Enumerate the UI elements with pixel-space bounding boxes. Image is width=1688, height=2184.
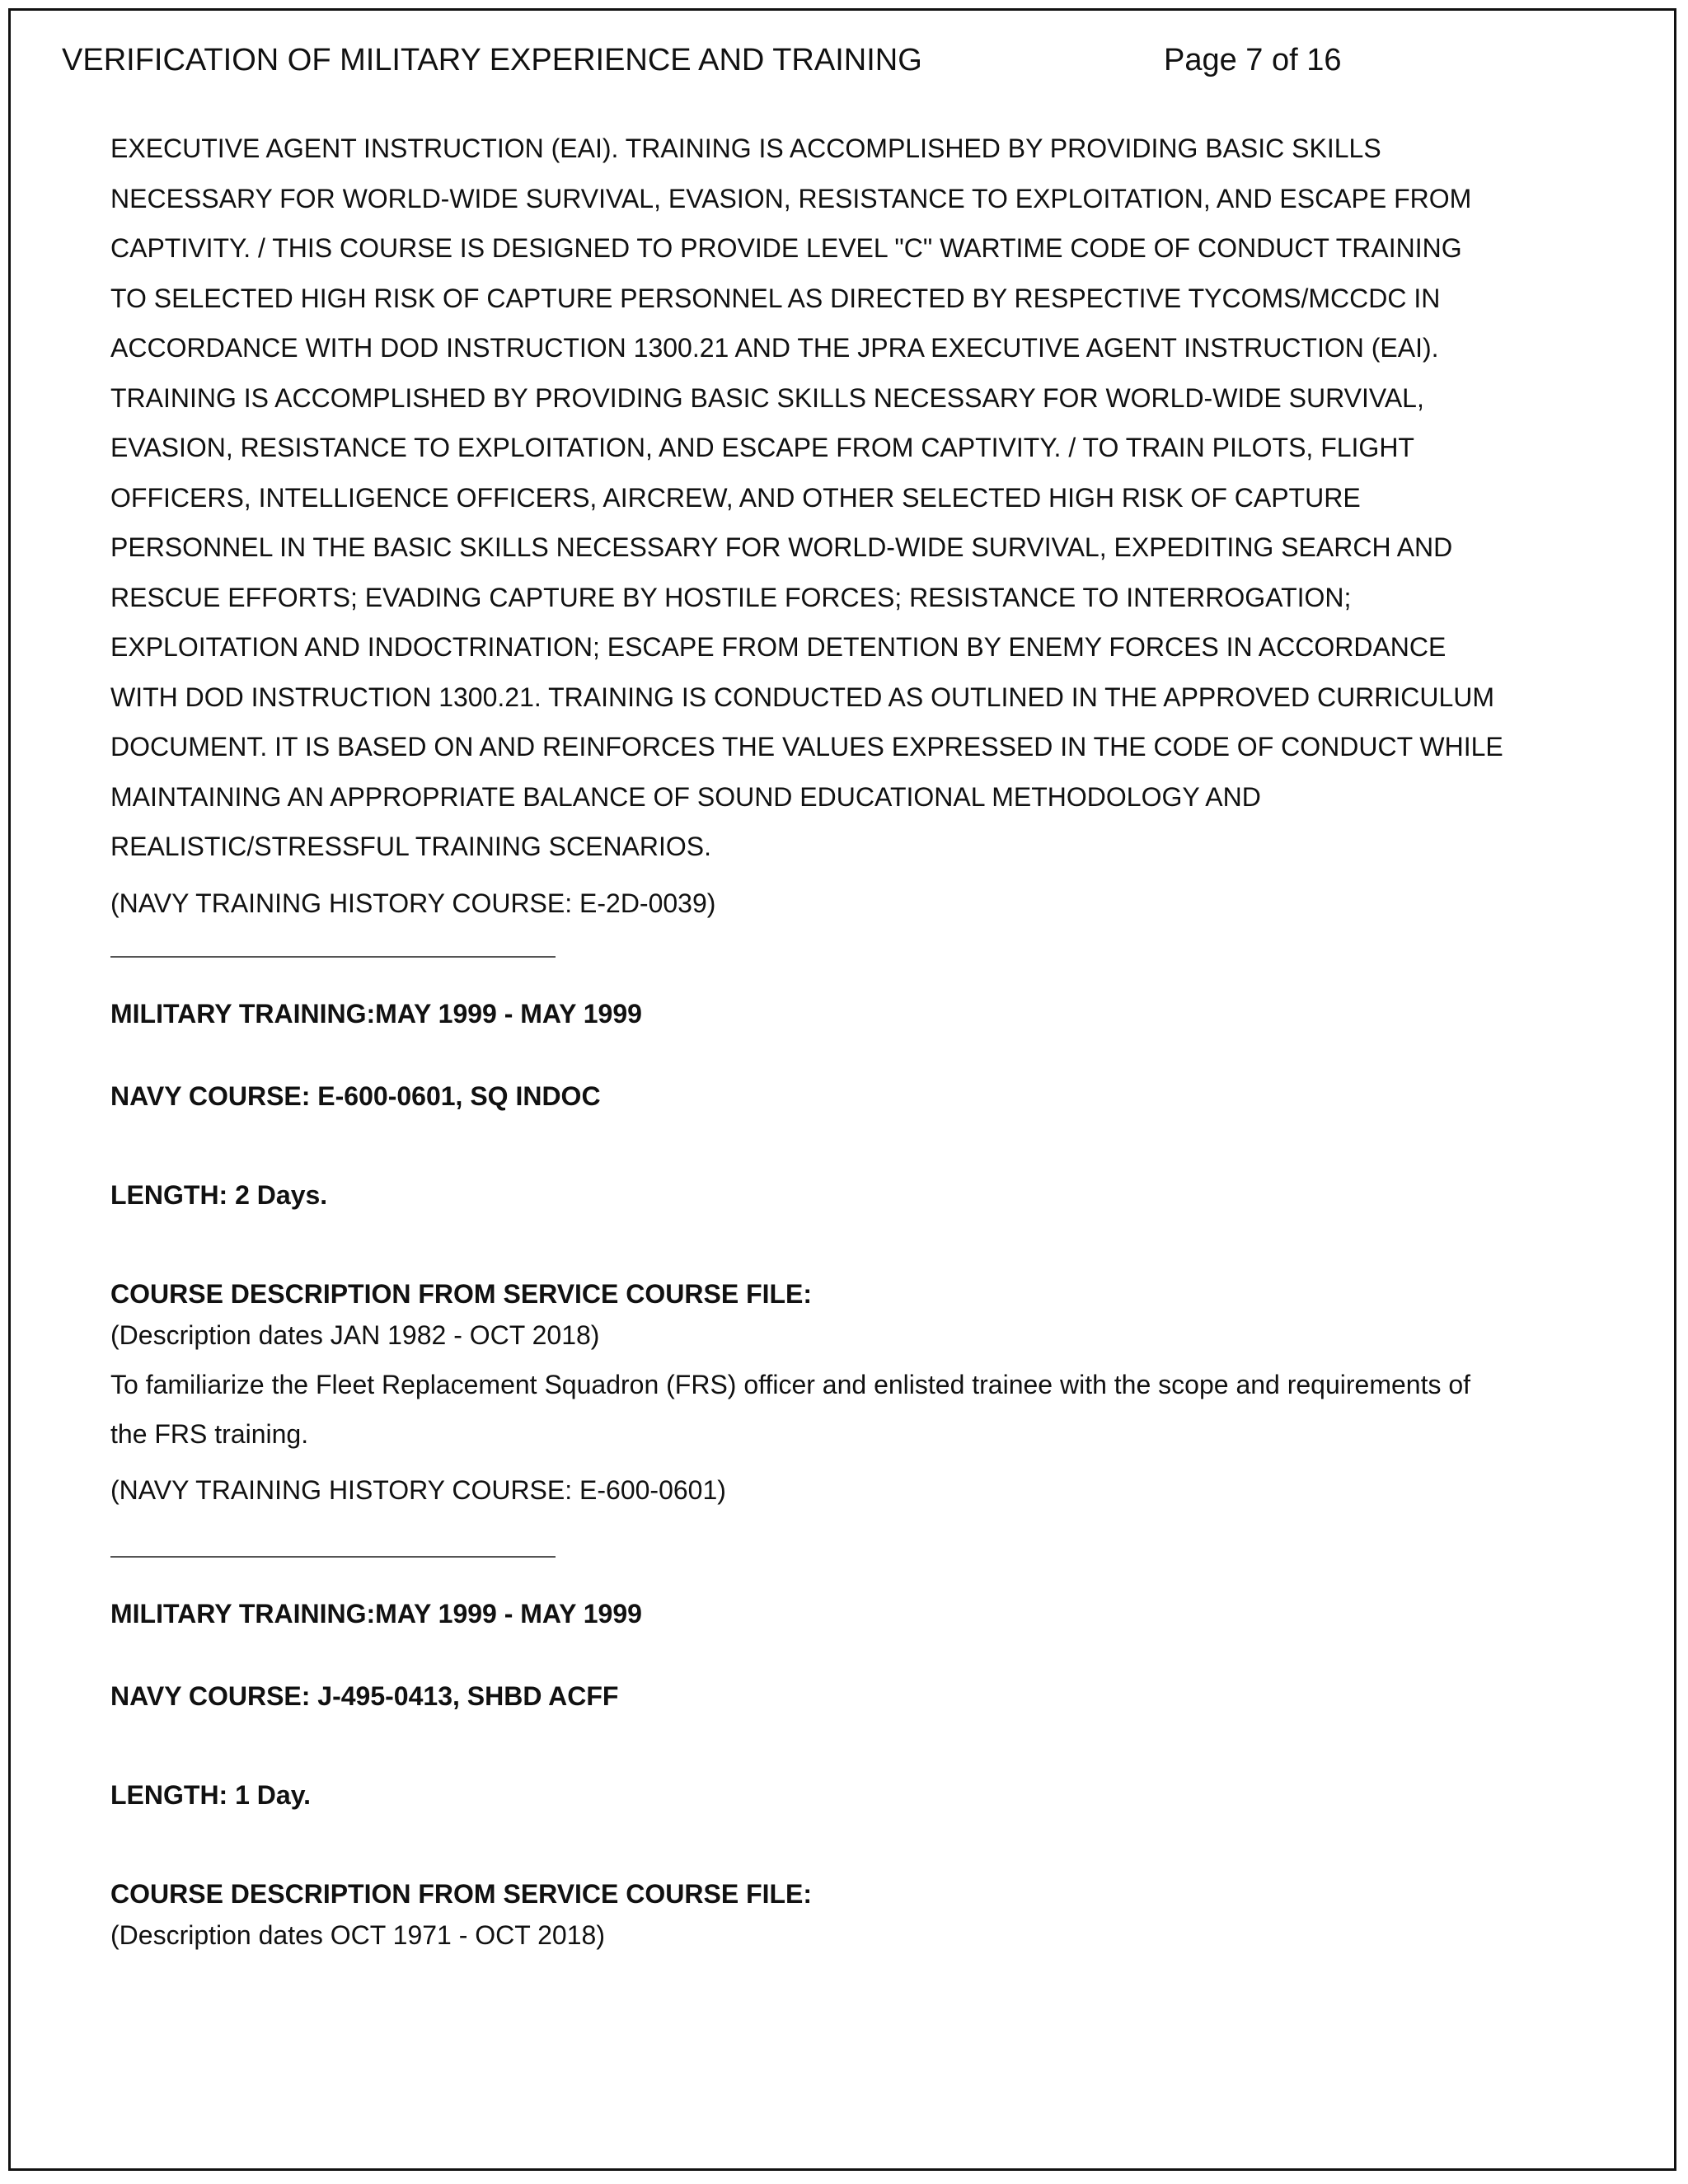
description-text-line: the FRS training. bbox=[110, 1418, 309, 1449]
description-dates: (Description dates OCT 1971 - OCT 2018) bbox=[110, 1919, 605, 1950]
text-line: NECESSARY FOR WORLD-WIDE SURVIVAL, EVASION, RESISTANCE TO EXPLOITATION, AND ESCAPE FROM bbox=[110, 183, 1472, 213]
text-line: CAPTIVITY. / THIS COURSE IS DESIGNED TO PROVIDE LEVEL "C" WARTIME CODE OF CONDUCT TRAINING bbox=[110, 233, 1462, 263]
text-line: DOCUMENT. IT IS BASED ON AND REINFORCES THE VALUES EXPRESSED IN THE CODE OF CONDUCT WHILE bbox=[110, 732, 1503, 762]
text-line: ACCORDANCE WITH DOD INSTRUCTION 1300.21 AND THE JPRA EXECUTIVE AGENT INSTRUCTION (EAI). bbox=[110, 333, 1439, 363]
section-divider bbox=[110, 956, 556, 958]
training-history-course: (NAVY TRAINING HISTORY COURSE: E-2D-0039) bbox=[110, 888, 716, 918]
section-divider bbox=[110, 1556, 556, 1558]
description-text-line: To familiarize the Fleet Replacement Squadron (FRS) officer and enlisted trainee with the scope and requirements of bbox=[110, 1369, 1471, 1399]
training-entry bbox=[110, 1597, 1594, 1960]
text-line: WITH DOD INSTRUCTION 1300.21. TRAINING IS CONDUCTED AS OUTLINED IN THE APPROVED CURRICULUM bbox=[110, 682, 1495, 712]
course-description-heading: COURSE DESCRIPTION FROM SERVICE COURSE FILE: bbox=[110, 1878, 813, 1909]
text-line: REALISTIC/STRESSFUL TRAINING SCENARIOS. bbox=[110, 832, 712, 861]
text-line: RESCUE EFFORTS; EVADING CAPTURE BY HOSTILE FORCES; RESISTANCE TO INTERROGATION; bbox=[110, 582, 1352, 612]
training-history-course: (NAVY TRAINING HISTORY COURSE: E-600-0601) bbox=[110, 1474, 726, 1505]
text-line: TO SELECTED HIGH RISK OF CAPTURE PERSONNEL AS DIRECTED BY RESPECTIVE TYCOMS/MCCDC IN bbox=[110, 283, 1441, 313]
document-title: VERIFICATION OF MILITARY EXPERIENCE AND TRAINING bbox=[62, 43, 922, 77]
text-line: OFFICERS, INTELLIGENCE OFFICERS, AIRCREW, AND OTHER SELECTED HIGH RISK OF CAPTURE bbox=[110, 482, 1361, 513]
military-training-dates: MILITARY TRAINING:MAY 1999 - MAY 1999 bbox=[110, 998, 642, 1029]
navy-course: NAVY COURSE: E-600-0601, SQ INDOC bbox=[110, 1080, 601, 1111]
text-line: EXECUTIVE AGENT INSTRUCTION (EAI). TRAINING IS ACCOMPLISHED BY PROVIDING BASIC SKILLS bbox=[110, 134, 1381, 163]
description-dates: (Description dates JAN 1982 - OCT 2018) bbox=[110, 1319, 600, 1350]
text-line: TRAINING IS ACCOMPLISHED BY PROVIDING BASIC SKILLS NECESSARY FOR WORLD-WIDE SURVIVAL, bbox=[110, 382, 1424, 413]
course-length: LENGTH: 2 Days. bbox=[110, 1179, 328, 1210]
text-line: PERSONNEL IN THE BASIC SKILLS NECESSARY FOR WORLD-WIDE SURVIVAL, EXPEDITING SEARCH AND bbox=[110, 532, 1453, 562]
course-description-heading: COURSE DESCRIPTION FROM SERVICE COURSE FILE: bbox=[110, 1278, 813, 1309]
text-line: EVASION, RESISTANCE TO EXPLOITATION, AND ESCAPE FROM CAPTIVITY. / TO TRAIN PILOTS, FLIGHT bbox=[110, 433, 1414, 462]
page-number: Page 7 of 16 bbox=[1164, 43, 1342, 77]
continued-description bbox=[110, 124, 1594, 928]
navy-course: NAVY COURSE: J-495-0413, SHBD ACFF bbox=[110, 1680, 619, 1711]
page-content bbox=[110, 124, 1594, 1960]
course-length: LENGTH: 1 Day. bbox=[110, 1779, 311, 1810]
text-line: EXPLOITATION AND INDOCTRINATION; ESCAPE FROM DETENTION BY ENEMY FORCES IN ACCORDANCE bbox=[110, 632, 1447, 662]
text-line: MAINTAINING AN APPROPRIATE BALANCE OF SOUND EDUCATIONAL METHODOLOGY AND bbox=[110, 781, 1261, 812]
training-entry bbox=[110, 997, 1594, 1515]
military-training-dates: MILITARY TRAINING:MAY 1999 - MAY 1999 bbox=[110, 1598, 642, 1629]
